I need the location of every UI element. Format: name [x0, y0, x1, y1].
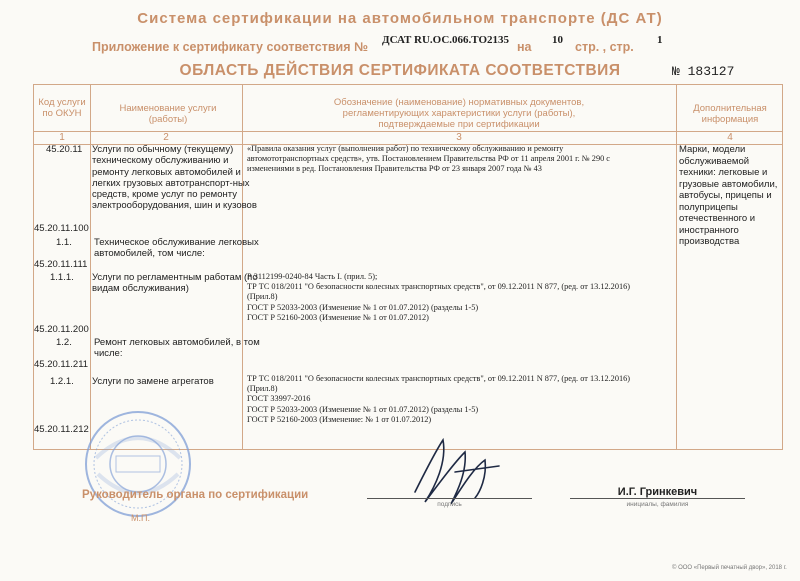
document-line: изменениями в ред. Постановления Правительства РФ от 23 января 2007 года № 43 [247, 164, 542, 174]
signature-caption: подпись [437, 501, 462, 508]
item-number: 1.1. [56, 237, 72, 248]
document-line: ТР ТС 018/2011 "О безопасности колесных транспортных средств", от 09.12.2011 N 877, (ред. от 13.12.2016) [247, 282, 631, 292]
column-number: 2 [163, 132, 169, 143]
document-line: ГОСТ Р 52033-2003 (Изменение № 1 от 01.07.2012) (разделы 1-5) [247, 302, 479, 312]
normative-documents-1-2-1 [247, 374, 687, 425]
name-line [570, 498, 745, 499]
handwritten-signature [395, 432, 505, 512]
page-count: 1 [657, 34, 663, 46]
seal-place-label: М.П. [131, 513, 150, 523]
service-name: Услуги по регламентным работам (по видам обслуживания) [92, 272, 258, 295]
service-code: 45.20.11.200 [34, 324, 89, 335]
page-number: 10 [552, 34, 563, 46]
certification-body-head-label: Руководитель органа по сертификации [82, 489, 309, 501]
item-number: 1.2.1. [50, 376, 74, 387]
document-line: автомототранспортных средств», утв. Постановлением Правительства РФ от 11 апреля 2001 г. № 290 с [247, 154, 610, 164]
service-name: Услуги по обычному (текущему) техническому обслуживанию и ремонту легковых автомобилей и легких грузовых автотранспорт-ных средств, кроме услуг по ремонту электрооборудования, шин и кузовов [92, 144, 257, 212]
system-title: Система сертификации на автомобильном транспорте (ДС АТ) [137, 10, 663, 27]
column-number: 3 [456, 132, 462, 143]
normative-documents-main [247, 144, 687, 175]
document-line: ГОСТ Р 52033-2003 (Изменение № 1 от 01.07.2012) (разделы 1-5) [247, 404, 479, 414]
signatory-name: И.Г. Гринкевич [617, 486, 698, 498]
form-number: № 183127 [672, 64, 735, 79]
service-code: 45.20.11 [46, 144, 83, 155]
service-name: Услуги по замене агрегатов [92, 376, 214, 387]
organization-seal-stamp [82, 408, 194, 520]
service-code: 45.20.11.212 [34, 424, 89, 435]
signature-line [367, 498, 532, 499]
document-line: Р 3112199-0240-84 Часть I. (прил. 5); [247, 272, 378, 281]
column-number: 4 [727, 132, 733, 143]
on-label: на [517, 40, 532, 54]
service-name: Техническое обслуживание легковых автомобилей, том числе: [94, 237, 259, 260]
item-number: 1.1.1. [50, 272, 74, 283]
pages-label: стр. , стр. [575, 40, 634, 54]
column-number: 1 [59, 132, 65, 143]
scope-title: ОБЛАСТЬ ДЕЙСТВИЯ СЕРТИФИКАТА СООТВЕТСТВИЯ [179, 62, 621, 79]
appendix-label: Приложение к сертификату соответствия № [92, 40, 368, 54]
normative-documents-1-1-1 [247, 272, 687, 323]
column-header-code: Код услуги по ОКУН [38, 97, 86, 119]
document-line: ТР ТС 018/2011 "О безопасности колесных транспортных средств", от 09.12.2011 N 877, (ред. от 13.12.2016) [247, 374, 631, 383]
column-header-service: Наименование услуги (работы) [119, 103, 217, 125]
additional-information: Марки, модели обслуживаемой техники: легковые и грузовые автомобили, автобусы, прицепы и полуприцепы отечественного и иностранного производства [679, 144, 778, 247]
item-number: 1.2. [56, 337, 72, 348]
column-header-documents: Обозначение (наименование) нормативных документов, регламентирующих характеристики услуги (работы), подтверждаемые при сертификации [333, 97, 585, 130]
service-code: 45.20.11.211 [34, 359, 89, 370]
document-line: «Правила оказания услуг (выполнения работ) по техническому обслуживанию и ремонту [247, 144, 564, 153]
document-line: ГОСТ Р 52160-2003 (Изменение № 1 от 01.07.2012) [247, 312, 429, 322]
document-line: (Прил.8) [247, 384, 278, 394]
name-caption: инициалы, фамилия [626, 501, 689, 508]
column-header-additional: Дополнительная информация [693, 103, 767, 125]
service-name: Ремонт легковых автомобилей, в том числе: [94, 337, 260, 360]
printer-imprint: © ООО «Первый печатный двор», 2018 г. [672, 565, 787, 571]
certificate-number: ДСАТ RU.ОС.066.ТО2135 [382, 34, 510, 46]
document-line: (Прил.8) [247, 292, 278, 302]
service-code: 45.20.11.111 [34, 259, 88, 270]
document-line: ГОСТ Р 52160-2003 (Изменение: № 1 от 01.07.2012) [247, 414, 432, 424]
document-line: ГОСТ 33997-2016 [247, 394, 311, 404]
service-code: 45.20.11.100 [34, 223, 89, 234]
appendix-line [92, 34, 663, 54]
scope-table [33, 84, 783, 450]
